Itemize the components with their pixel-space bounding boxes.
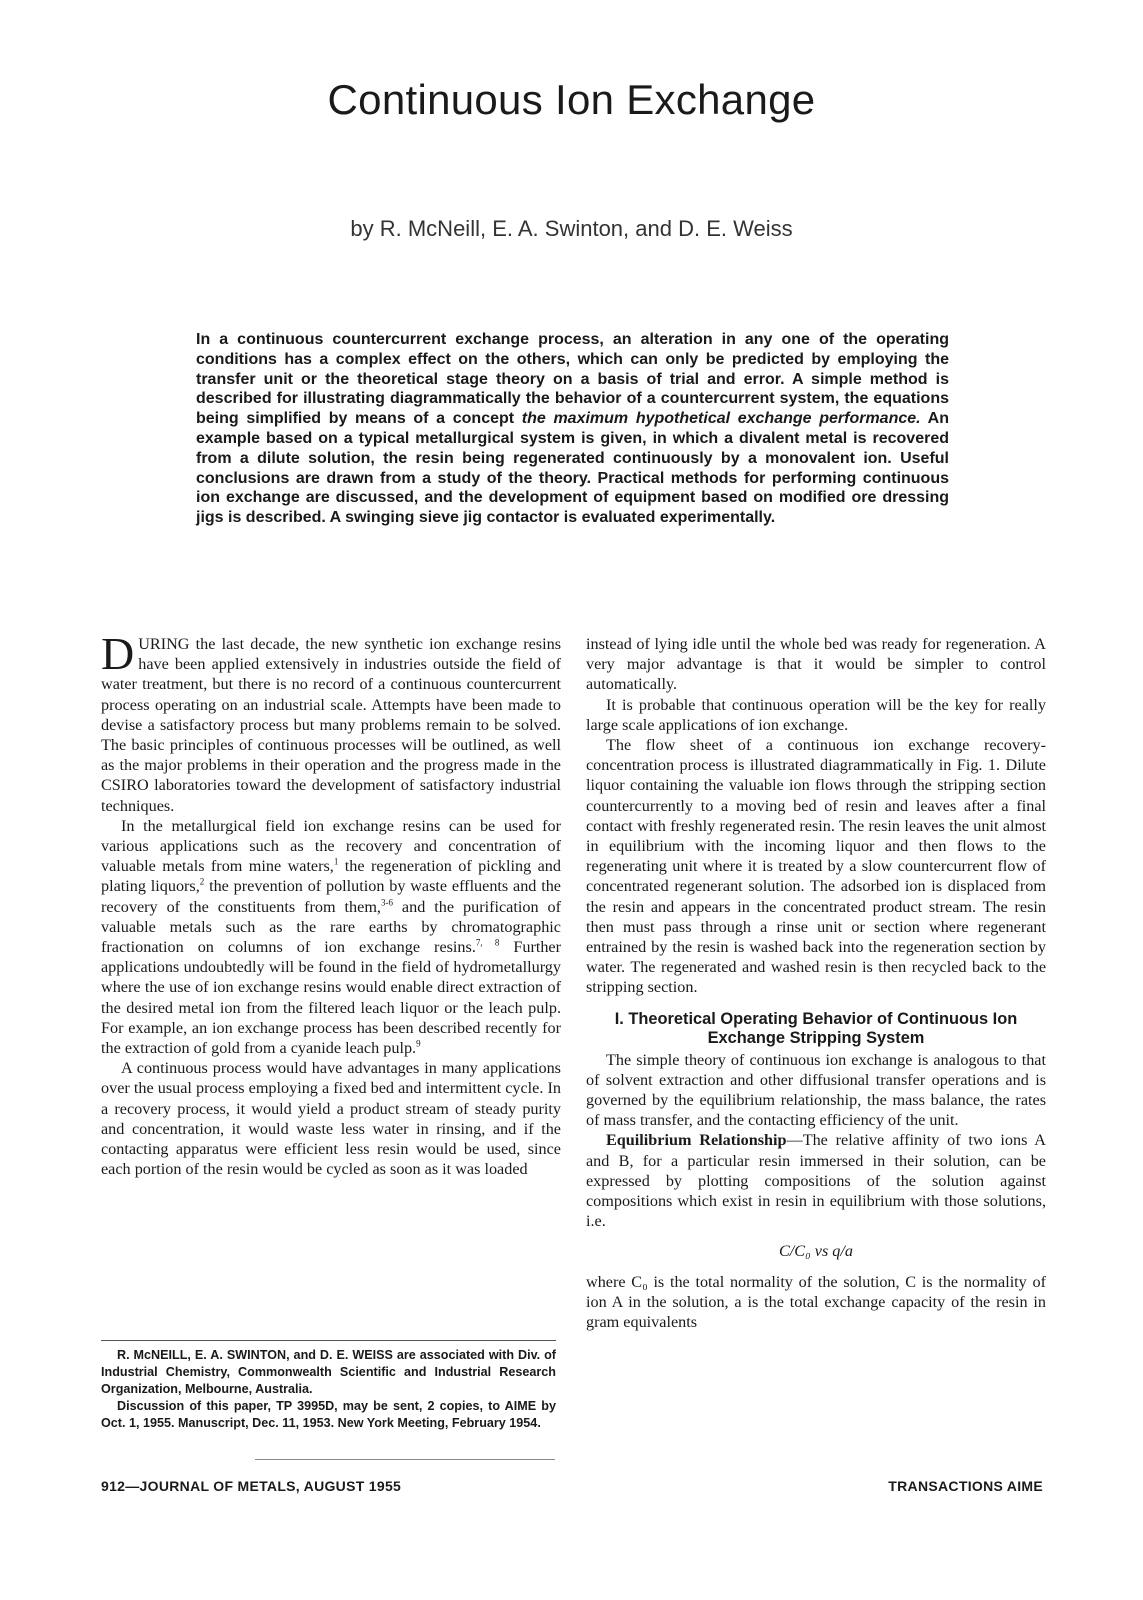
body-paragraph-3: A continuous process would have advantages in many applications over the usual process employing a fixed bed and intermittent cycle. In a recovery process, it would yield a product stream of steady purity and concentration, it would waste less water in rinsing, and if the contacting apparatus were efficient less resin would be used, since each portion of the resin would be cycled as soon as it was loaded <box>101 1059 561 1179</box>
abstract-text-1: In a continuous countercurrent exchange process, an alteration in any one of the operating conditions has a complex effect on the others, which can only be predicted by employing the transfer unit or the theoretical stage theory on a basis of trial and error. A simple method is described for illustrating diagrammatically the behavior of a countercurrent system, the equations being simplified by means of a concept <box>196 331 949 428</box>
equation: C/C₀ vs q/a <box>779 1242 853 1261</box>
body-paragraph-5: It is probable that continuous operation will be the key for really large scale applications of ion exchange. <box>586 695 1046 734</box>
body-paragraph-8 <box>586 1130 1046 1231</box>
body-paragraph-9: where C₀ is the total normality of the solution, C is the normality of ion A in the solution, a is the total exchange capacity of the resin in gram equivalents <box>586 1272 1046 1332</box>
body-paragraph-2 <box>101 816 561 1058</box>
article-title: Continuous Ion Exchange <box>327 76 816 123</box>
footnote-discussion: Discussion of this paper, TP 3995D, may be sent, 2 copies, to AIME by Oct. 1, 1955. Manuscript, Dec. 11, 1953. New York Meeting, February 1954. <box>101 1399 556 1430</box>
section-heading-line-2: Exchange Stripping System <box>707 1028 925 1047</box>
abstract-paragraph <box>196 330 949 528</box>
body-paragraph-4: instead of lying idle until the whole bed was ready for regeneration. A very major advantage is that it would be simpler to control automatically. <box>586 635 1046 694</box>
footnote <box>101 1347 556 1432</box>
runin-heading: Equilibrium Relationship <box>606 1131 787 1150</box>
author-byline: by R. McNeill, E. A. Swinton, and D. E. Weiss <box>350 216 793 241</box>
footer-journal: 912—JOURNAL OF METALS, AUGUST 1955 <box>101 1478 402 1494</box>
paragraph-8-text: —The relative affinity of two ions A and B, for a particular resin immersed in their solution, can be expressed by plotting compositions of the solution against compositions which exist in resin in equilibrium with those solutions, i.e. <box>586 1131 1046 1231</box>
right-column <box>586 634 1046 1332</box>
body-paragraph-6: The flow sheet of a continuous ion exchange recovery-concentration process is illustrated diagrammatically in Fig. 1. Dilute liquor containing the valuable ion flows through the stripping section countercurrently to a moving bed of resin and leaves after a final contact with freshly regenerated resin. The resin leaves the unit almost in equilibrium with the incoming liquor and then flows to the regenerating unit where it is treated by a slow countercurrent flow of concentrated regenerant solution. The adsorbed ion is displaced from the resin and appears in the concentrated product stream. The resin then must pass through a rinse unit or section where regenerant entrained by the resin is washed back into the regeneration section by water. The regenerated and washed resin is then recycled back to the stripping section. <box>586 736 1046 997</box>
paragraph-2-text-a: In the metallurgical field ion exchange resins can be used for various applications such as the recovery and concentration of valuable metals from mine waters, <box>101 816 561 876</box>
reference-mark: 7, 8 <box>475 937 500 948</box>
reference-mark: 9 <box>416 1038 421 1049</box>
left-column <box>101 628 562 1179</box>
body-paragraph-1 <box>101 628 561 816</box>
paragraph-2-text-b: the regeneration of pickling and plating liquors, <box>101 857 561 896</box>
footnote-authors: R. McNEILL, E. A. SWINTON, and D. E. WEISS are associated with Div. of Industrial Chemistry, Commonwealth Scientific and Industrial Research Organization, Melbourne, Australia. <box>101 1348 556 1396</box>
body-paragraph-7: The simple theory of continuous ion exchange is analogous to that of solvent extraction and other diffusional transfer operations and is governed by the equilibrium relationship, the mass balance, the rates of mass transfer, and the contacting efficiency of the unit. <box>586 1050 1046 1130</box>
reference-mark: 3-6 <box>380 897 393 908</box>
reference-mark: 1 <box>333 856 339 867</box>
footer-transactions: TRANSACTIONS AIME <box>888 1478 1043 1494</box>
drop-cap: D <box>101 628 135 679</box>
footnote-divider <box>101 1340 556 1341</box>
section-heading-line-1: I. Theoretical Operating Behavior of Continuous Ion <box>614 1009 1018 1028</box>
section-heading <box>586 1010 1046 1048</box>
reference-mark: 2 <box>199 877 205 888</box>
abstract-text-2: An example based on a typical metallurgical system is given, in which a divalent metal is recovered from a dilute solution, the resin being regenerated continuously by a monovalent ion. Useful conclusions are drawn from a study of the theory. Practical methods for performing continuous ion exchange are discussed, and the development of equipment based on modified ore dressing jigs is described. A swinging sieve jig contactor is evaluated experimentally. <box>196 410 950 527</box>
paragraph-2-text-d: and the purification of valuable metals such as the rare earths by chromatographic fractionation on columns of ion exchange resins. <box>101 897 561 957</box>
abstract-emphasis: the maximum hypothetical exchange performance. <box>521 410 921 428</box>
footnote-end-divider <box>255 1459 555 1460</box>
abstract <box>196 330 949 528</box>
paragraph-2-text-c: the prevention of pollution by waste effluents and the recovery of the constituents from them, <box>101 877 561 916</box>
paragraph-2-text-e: Further applications undoubtedly will be found in the field of hydrometallurgy where the use of ion exchange resins would enable direct extraction of the desired metal ion from the filtered leach liquor or the leach pulp. For example, an ion exchange process has been described recently for the extraction of gold from a cyanide leach pulp. <box>101 938 562 1058</box>
paragraph-1-text: URING the last decade, the new synthetic ion exchange resins have been applied extensively in industries outside the field of water treatment, but there is no record of a continuous countercurrent process operating on an industrial scale. Attempts have been made to devise a satisfactory process but many problems remain to be solved. The basic principles of continuous processes will be outlined, as well as the major problems in their operation and the progress made in the CSIRO laboratories toward the development of satisfactory industrial techniques. <box>101 635 561 815</box>
